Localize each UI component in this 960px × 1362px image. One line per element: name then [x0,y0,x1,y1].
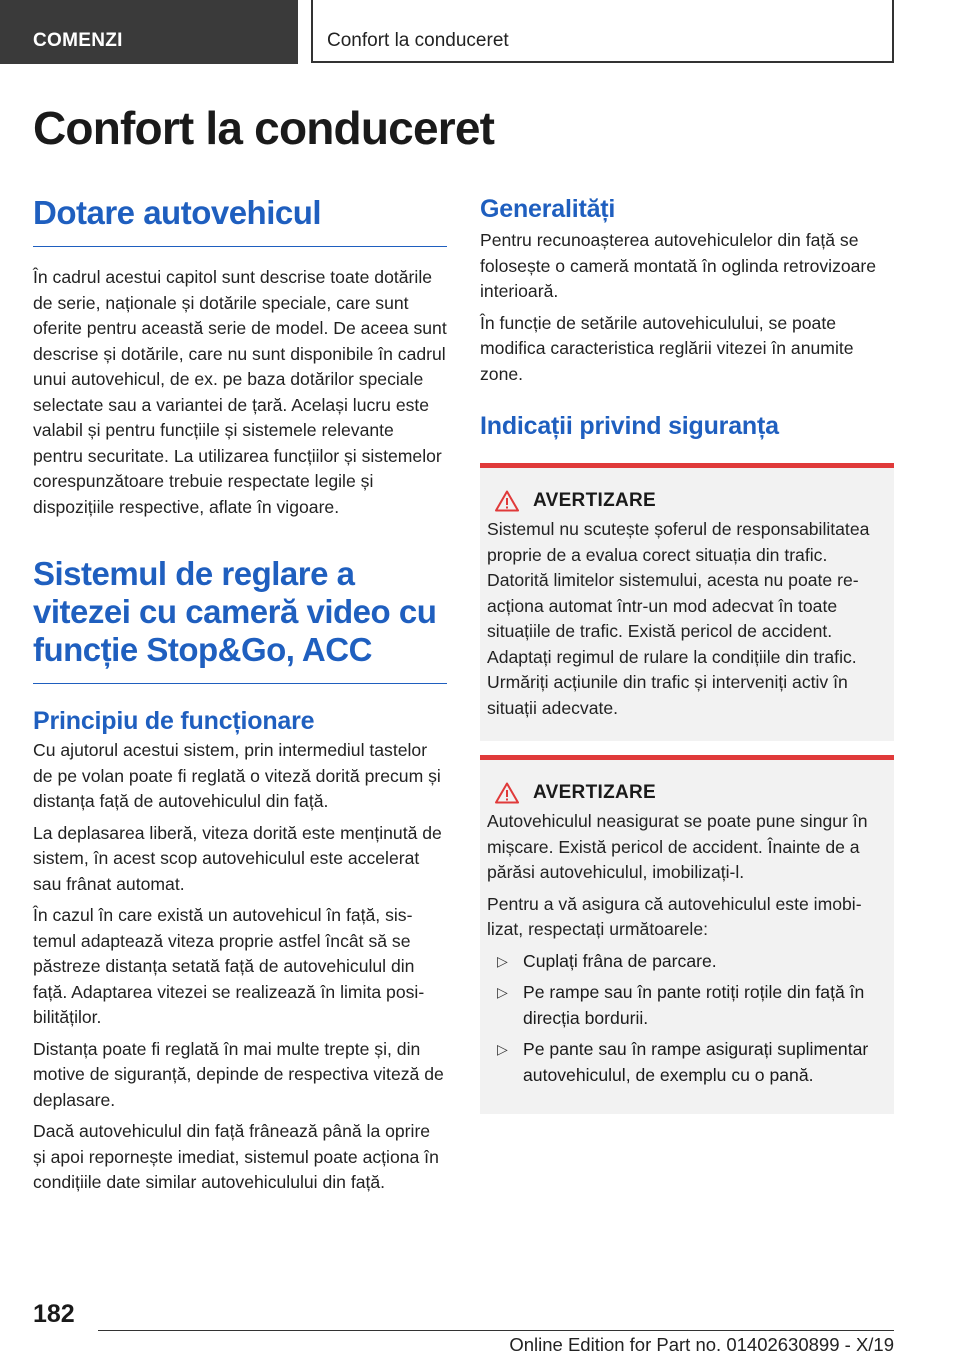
heading-safety: Indicații privind siguranța [480,412,779,440]
list-item: ▷ Pe pante sau în rampe asigurați suplimentar autovehiculul, de exemplu cu o pană. [497,1039,869,1085]
list-item: ▷ Cuplați frâna de parcare. [487,949,887,975]
heading-acc: Sistemul de reglare a vitezei cu cameră video cu funcție Stop&Go, ACC [33,548,447,684]
page-title: Confort la conduceret [33,102,495,154]
warning-text-2b: Pentru a vă asigura că autovehiculul este imobilizat, respectați următoarele: [487,893,862,939]
warning-text-1: Sistemul nu scutește șoferul de responsabilitatea proprie de a evalua corect situația din trafic. Datorită limitelor sistemului, acesta nu poate reacționa automat într-un mod adecvat în toate situațiile de trafic. Există pericol de accident. Adaptați regimul de rulare la condițiile din trafic. Urmăriți acțiunile din trafic și interveniți activ în situații adecvate. [487,519,870,718]
heading-equipment: Dotare autovehicul [33,188,447,247]
paragraph-general-1: Pentru recunoașterea autovehiculelor din față se folosește o cameră montată în oglinda retrovizoare interioară. [480,230,877,301]
warning-title: AVERTIZARE [533,782,656,803]
left-column [33,188,447,1196]
precaution-list [487,949,887,1089]
paragraph-equipment: În cadrul acestui capitol sunt descrise toate dotările de serie, naționale și dotările speciale, care sunt oferite pentru această serie de model. De aceea sunt descrise și dotările, care nu sunt disponibile în cadrul unui autovehicul, de ex. pe baza dotărilor speciale selectate sau a variantei de țară. Același lucru este valabil și pentru funcțiile și sistemele relevante pentru securitate. La utilizarea funcțiilor și sistemelor corespunzătoare trebuie respectate legile și dispozițiile respective, aflate în vigoare. [33,267,447,517]
footer-divider [98,1330,894,1331]
list-item: ▷ Pe rampe sau în pante rotiți roțile din față în direcția bordurii. [497,982,865,1028]
page-number: 182 [33,1300,75,1328]
right-column [480,188,894,1114]
header-chapter-label: Confort la conduceret [327,30,509,51]
triangle-bullet-icon: ▷ [497,1041,508,1057]
warning-title-row [495,782,887,804]
paragraph-principle-4: Distanța poate fi reglată în mai multe trepte și, din motive de siguranță, depinde de respectiva viteză de deplasare. [33,1038,444,1110]
warning-title-row [495,490,887,512]
paragraph-principle-5: Dacă autovehiculul din față frânează până la oprire și apoi repornește imediat, sistemul poate acționa în condițiile date similar autovehiculului din față. [33,1121,439,1192]
paragraph-principle-2: La deplasarea liberă, viteza dorită este menținută de sistem, în acest scop autovehiculul este accelerat sau frânat automat. [33,822,442,894]
triangle-bullet-icon: ▷ [497,952,508,969]
warning-box-2 [480,755,894,1114]
heading-principle: Principiu de funcționare [33,707,315,735]
triangle-bullet-icon: ▷ [497,984,508,1000]
footer-edition: Online Edition for Part no. 01402630899 - X/19 [509,1334,894,1355]
warning-text-2a: Autovehiculul neasigurat se poate pune singur în mișcare. Există pericol de accident. Înainte de a părăsi autovehiculul, imobilizați-l. [487,811,868,882]
paragraph-principle-3: În cazul în care există un autovehicul în față, sistemul adaptează viteza proprie astfel încât să se păstreze distanța setată față de autovehiculul din față. Adaptarea vitezei se realizează în limita posibilităților. [33,905,425,1027]
warning-box-1 [480,463,894,741]
paragraph-principle-1: Cu ajutorul acestui sistem, prin intermediul tastelor de pe volan poate fi reglată o viteză dorită precum și distanța față de autovehiculul din față. [33,740,441,811]
header-section-tab [0,0,298,64]
heading-general: Generalități [480,195,616,223]
warning-triangle-icon [495,490,519,512]
warning-triangle-icon [495,782,519,804]
header-section-label: COMENZI [33,30,123,51]
header-chapter-box [311,0,894,63]
warning-title: AVERTIZARE [533,490,656,511]
paragraph-general-2: În funcție de setările autovehiculului, se poate modifica caracteristica reglării vitezei în anumite zone. [480,312,854,384]
